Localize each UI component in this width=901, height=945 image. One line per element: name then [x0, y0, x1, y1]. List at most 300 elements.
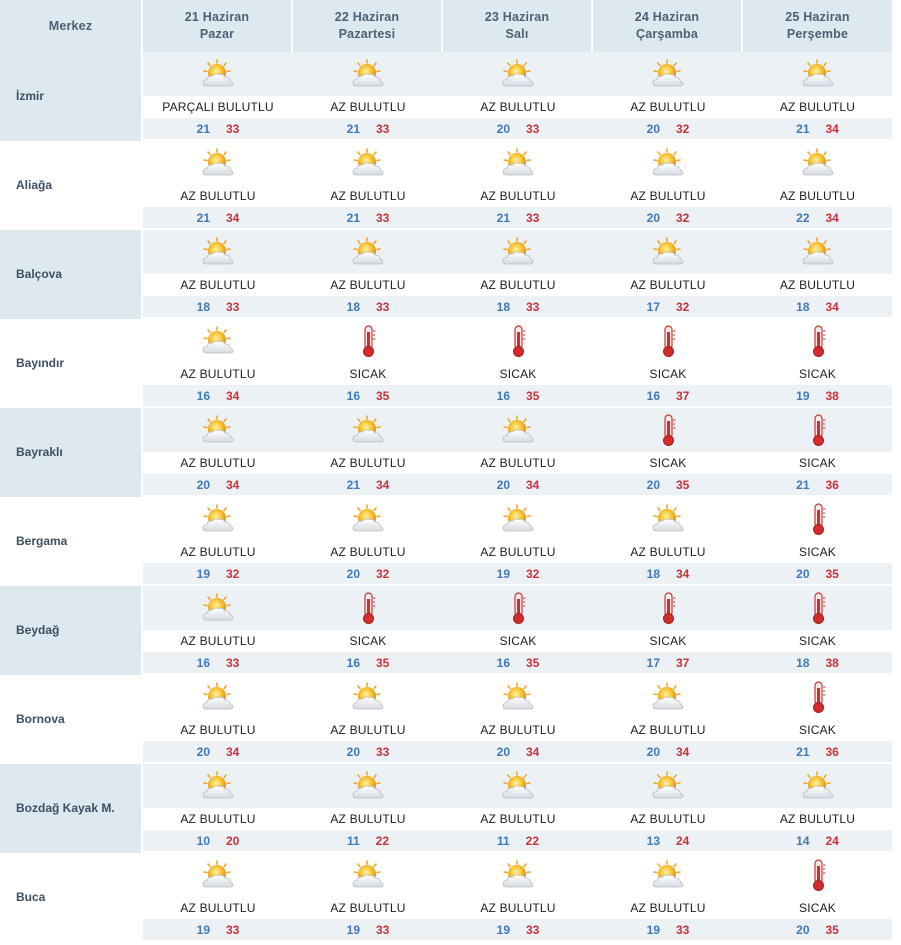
- partly-cloudy-icon: [743, 141, 892, 185]
- max-temp: 34: [226, 744, 240, 759]
- city-name[interactable]: Balçova: [0, 230, 141, 319]
- partly-cloudy-icon: [593, 675, 743, 719]
- condition-text: AZ BULUTLU: [593, 185, 743, 207]
- condition-text: AZ BULUTLU: [443, 96, 593, 118]
- forecast-cell: [593, 408, 743, 497]
- partly-cloudy-icon: [143, 586, 293, 630]
- condition-text: AZ BULUTLU: [143, 363, 293, 385]
- temperature-range: [743, 118, 892, 139]
- min-temp: 21: [796, 477, 810, 492]
- forecast-cell: [743, 319, 892, 408]
- max-temp: 32: [526, 566, 540, 581]
- temperature-range: [443, 830, 593, 851]
- max-temp: 33: [226, 655, 240, 670]
- partly-cloudy-icon: [143, 230, 293, 274]
- partly-cloudy-icon: [743, 52, 892, 96]
- temperature-range: [293, 296, 443, 317]
- forecast-cell: [593, 52, 743, 141]
- day-date: 22 Haziran: [334, 10, 400, 24]
- condition-text: PARÇALI BULUTLU: [143, 96, 293, 118]
- condition-text: AZ BULUTLU: [443, 541, 593, 563]
- condition-text: AZ BULUTLU: [593, 96, 743, 118]
- min-temp: 13: [646, 833, 660, 848]
- condition-text: AZ BULUTLU: [143, 630, 293, 652]
- condition-text: AZ BULUTLU: [143, 719, 293, 741]
- max-temp: 33: [226, 299, 240, 314]
- min-temp: 20: [796, 922, 810, 937]
- thermometer-icon: [443, 586, 593, 630]
- city-rows: [0, 52, 901, 942]
- condition-text: AZ BULUTLU: [743, 185, 892, 207]
- partly-cloudy-icon: [293, 853, 443, 897]
- thermometer-icon: [743, 675, 892, 719]
- condition-text: SICAK: [593, 363, 743, 385]
- temperature-range: [443, 296, 593, 317]
- max-temp: 33: [526, 922, 540, 937]
- forecast-cell: [143, 586, 293, 675]
- condition-text: AZ BULUTLU: [443, 719, 593, 741]
- temperature-range: [593, 563, 743, 584]
- temperature-range: [143, 207, 293, 228]
- temperature-range: [293, 830, 443, 851]
- min-temp: 16: [196, 388, 210, 403]
- condition-text: SICAK: [743, 897, 892, 919]
- temperature-range: [443, 919, 593, 940]
- temperature-range: [593, 207, 743, 228]
- partly-cloudy-icon: [443, 853, 593, 897]
- condition-text: AZ BULUTLU: [293, 452, 443, 474]
- city-name[interactable]: Bayındır: [0, 319, 141, 408]
- thermometer-icon: [593, 319, 743, 363]
- temperature-range: [593, 296, 743, 317]
- max-temp: 32: [376, 566, 390, 581]
- max-temp: 24: [676, 833, 690, 848]
- min-temp: 16: [346, 655, 360, 670]
- condition-text: AZ BULUTLU: [143, 541, 293, 563]
- forecast-cell: [143, 497, 293, 586]
- max-temp: 34: [825, 210, 839, 225]
- max-temp: 33: [226, 121, 240, 136]
- min-temp: 18: [796, 299, 810, 314]
- max-temp: 32: [226, 566, 240, 581]
- partly-cloudy-icon: [143, 675, 293, 719]
- forecast-cell: [443, 230, 593, 319]
- min-temp: 20: [796, 566, 810, 581]
- partly-cloudy-icon: [293, 52, 443, 96]
- temperature-range: [743, 563, 892, 584]
- min-temp: 20: [196, 744, 210, 759]
- min-temp: 20: [496, 744, 510, 759]
- condition-text: AZ BULUTLU: [143, 274, 293, 296]
- max-temp: 34: [226, 388, 240, 403]
- max-temp: 33: [526, 210, 540, 225]
- partly-cloudy-icon: [593, 497, 743, 541]
- thermometer-icon: [743, 319, 892, 363]
- day-date: 25 Haziran: [785, 10, 850, 24]
- day-date: 24 Haziran: [634, 10, 700, 24]
- min-temp: 21: [346, 121, 360, 136]
- forecast-cell: [293, 853, 443, 942]
- partly-cloudy-icon: [443, 675, 593, 719]
- thermometer-icon: [293, 586, 443, 630]
- condition-text: SICAK: [743, 719, 892, 741]
- condition-text: AZ BULUTLU: [593, 808, 743, 830]
- partly-cloudy-icon: [143, 319, 293, 363]
- temperature-range: [143, 563, 293, 584]
- min-temp: 20: [496, 121, 510, 136]
- partly-cloudy-icon: [293, 497, 443, 541]
- max-temp: 35: [376, 388, 390, 403]
- forecast-cell: [293, 230, 443, 319]
- condition-text: AZ BULUTLU: [743, 808, 892, 830]
- forecast-cell: [293, 764, 443, 853]
- condition-text: SICAK: [443, 630, 593, 652]
- table-row: [0, 230, 901, 319]
- day-column-header: [593, 0, 743, 52]
- forecast-cell: [293, 497, 443, 586]
- forecast-cell: [443, 141, 593, 230]
- min-temp: 17: [646, 299, 660, 314]
- forecast-cell: [293, 586, 443, 675]
- forecast-cell: [443, 52, 593, 141]
- min-temp: 19: [646, 922, 660, 937]
- condition-text: AZ BULUTLU: [443, 274, 593, 296]
- day-weekday: Pazartesi: [338, 27, 396, 41]
- thermometer-icon: [743, 497, 892, 541]
- forecast-cell: [143, 764, 293, 853]
- temperature-range: [143, 118, 293, 139]
- temperature-range: [593, 652, 743, 673]
- condition-text: AZ BULUTLU: [593, 897, 743, 919]
- partly-cloudy-icon: [743, 230, 892, 274]
- min-temp: 19: [196, 566, 210, 581]
- min-temp: 21: [196, 121, 210, 136]
- condition-text: AZ BULUTLU: [593, 719, 743, 741]
- max-temp: 32: [676, 210, 690, 225]
- temperature-range: [293, 385, 443, 406]
- forecast-cell: [593, 586, 743, 675]
- max-temp: 36: [825, 744, 839, 759]
- min-temp: 21: [346, 477, 360, 492]
- temperature-range: [143, 830, 293, 851]
- temperature-range: [143, 296, 293, 317]
- day-column-header: [743, 0, 892, 52]
- table-row: [0, 497, 901, 586]
- temperature-range: [593, 474, 743, 495]
- forecast-cell: [443, 675, 593, 764]
- min-temp: 20: [646, 210, 660, 225]
- forecast-cell: [143, 319, 293, 408]
- max-temp: 34: [825, 299, 839, 314]
- forecast-cell: [593, 764, 743, 853]
- temperature-range: [293, 118, 443, 139]
- forecast-cell: [743, 853, 892, 942]
- partly-cloudy-icon: [593, 52, 743, 96]
- forecast-cell: [293, 319, 443, 408]
- temperature-range: [743, 652, 892, 673]
- min-temp: 18: [796, 655, 810, 670]
- min-temp: 18: [196, 299, 210, 314]
- forecast-cell: [743, 764, 892, 853]
- min-temp: 14: [796, 833, 810, 848]
- forecast-cell: [743, 141, 892, 230]
- forecast-cell: [143, 230, 293, 319]
- condition-text: AZ BULUTLU: [293, 808, 443, 830]
- max-temp: 33: [226, 922, 240, 937]
- min-temp: 19: [346, 922, 360, 937]
- temperature-range: [743, 385, 892, 406]
- temperature-range: [743, 919, 892, 940]
- max-temp: 38: [825, 655, 839, 670]
- temperature-range: [143, 652, 293, 673]
- thermometer-icon: [443, 319, 593, 363]
- partly-cloudy-icon: [443, 52, 593, 96]
- max-temp: 34: [676, 566, 690, 581]
- table-row: [0, 586, 901, 675]
- forecast-cell: [293, 408, 443, 497]
- temperature-range: [593, 118, 743, 139]
- header-row: [0, 0, 901, 52]
- min-temp: 21: [346, 210, 360, 225]
- max-temp: 36: [825, 477, 839, 492]
- forecast-cell: [293, 141, 443, 230]
- temperature-range: [143, 741, 293, 762]
- forecast-cell: [293, 675, 443, 764]
- condition-text: AZ BULUTLU: [743, 274, 892, 296]
- condition-text: AZ BULUTLU: [143, 808, 293, 830]
- partly-cloudy-icon: [443, 230, 593, 274]
- condition-text: AZ BULUTLU: [293, 185, 443, 207]
- max-temp: 32: [676, 299, 690, 314]
- thermometer-icon: [593, 586, 743, 630]
- max-temp: 33: [376, 744, 390, 759]
- condition-text: AZ BULUTLU: [593, 541, 743, 563]
- table-row: [0, 764, 901, 853]
- partly-cloudy-icon: [293, 141, 443, 185]
- forecast-cell: [743, 586, 892, 675]
- forecast-cell: [593, 675, 743, 764]
- table-row: [0, 52, 901, 141]
- max-temp: 33: [376, 299, 390, 314]
- day-date: 23 Haziran: [484, 10, 550, 24]
- forecast-cell: [593, 319, 743, 408]
- day-weekday: Pazar: [199, 27, 235, 41]
- forecast-cell: [143, 853, 293, 942]
- max-temp: 34: [226, 477, 240, 492]
- max-temp: 35: [526, 655, 540, 670]
- partly-cloudy-icon: [293, 675, 443, 719]
- temperature-range: [443, 118, 593, 139]
- city-name[interactable]: Bergama: [0, 497, 141, 586]
- forecast-cell: [743, 52, 892, 141]
- partly-cloudy-icon: [593, 230, 743, 274]
- min-temp: 21: [796, 744, 810, 759]
- temperature-range: [143, 919, 293, 940]
- partly-cloudy-icon: [293, 230, 443, 274]
- max-temp: 35: [376, 655, 390, 670]
- temperature-range: [293, 474, 443, 495]
- table-row: [0, 853, 901, 942]
- max-temp: 32: [676, 121, 690, 136]
- max-temp: 35: [825, 566, 839, 581]
- condition-text: SICAK: [593, 630, 743, 652]
- partly-cloudy-icon: [443, 497, 593, 541]
- temperature-range: [443, 474, 593, 495]
- condition-text: SICAK: [743, 541, 892, 563]
- partly-cloudy-icon: [443, 764, 593, 808]
- partly-cloudy-icon: [143, 853, 293, 897]
- condition-text: AZ BULUTLU: [593, 274, 743, 296]
- city-name[interactable]: Bozdağ Kayak M.: [0, 764, 141, 853]
- max-temp: 38: [825, 388, 839, 403]
- city-name[interactable]: Aliağa: [0, 141, 141, 230]
- condition-text: AZ BULUTLU: [443, 452, 593, 474]
- min-temp: 20: [346, 744, 360, 759]
- min-temp: 19: [796, 388, 810, 403]
- temperature-range: [443, 207, 593, 228]
- forecast-cell: [143, 675, 293, 764]
- thermometer-icon: [593, 408, 743, 452]
- condition-text: AZ BULUTLU: [293, 719, 443, 741]
- condition-text: SICAK: [293, 630, 443, 652]
- condition-text: AZ BULUTLU: [743, 96, 892, 118]
- condition-text: AZ BULUTLU: [443, 185, 593, 207]
- city-name[interactable]: Buca: [0, 853, 141, 942]
- city-name[interactable]: Bayraklı: [0, 408, 141, 497]
- condition-text: SICAK: [293, 363, 443, 385]
- min-temp: 20: [346, 566, 360, 581]
- city-name[interactable]: Bornova: [0, 675, 141, 764]
- condition-text: SICAK: [743, 452, 892, 474]
- forecast-cell: [143, 52, 293, 141]
- temperature-range: [443, 385, 593, 406]
- min-temp: 19: [196, 922, 210, 937]
- min-temp: 20: [496, 477, 510, 492]
- condition-text: AZ BULUTLU: [443, 808, 593, 830]
- max-temp: 35: [825, 922, 839, 937]
- min-temp: 20: [646, 121, 660, 136]
- thermometer-icon: [743, 408, 892, 452]
- temperature-range: [293, 563, 443, 584]
- min-temp: 22: [796, 210, 810, 225]
- min-temp: 16: [196, 655, 210, 670]
- min-temp: 18: [496, 299, 510, 314]
- max-temp: 33: [376, 121, 390, 136]
- max-temp: 34: [825, 121, 839, 136]
- forecast-cell: [443, 586, 593, 675]
- temperature-range: [443, 652, 593, 673]
- max-temp: 20: [226, 833, 240, 848]
- city-name[interactable]: Beydağ: [0, 586, 141, 675]
- location-column-header: [0, 0, 143, 52]
- day-column-header: [443, 0, 593, 52]
- min-temp: 21: [196, 210, 210, 225]
- forecast-cell: [743, 497, 892, 586]
- min-temp: 21: [796, 121, 810, 136]
- table-row: [0, 319, 901, 408]
- temperature-range: [143, 474, 293, 495]
- condition-text: AZ BULUTLU: [143, 185, 293, 207]
- max-temp: 34: [676, 744, 690, 759]
- temperature-range: [743, 474, 892, 495]
- thermometer-icon: [293, 319, 443, 363]
- partly-cloudy-icon: [143, 497, 293, 541]
- partly-cloudy-icon: [143, 52, 293, 96]
- temperature-range: [593, 919, 743, 940]
- max-temp: 33: [376, 922, 390, 937]
- max-temp: 33: [676, 922, 690, 937]
- max-temp: 33: [376, 210, 390, 225]
- condition-text: SICAK: [743, 363, 892, 385]
- temperature-range: [443, 741, 593, 762]
- temperature-range: [443, 563, 593, 584]
- min-temp: 10: [196, 833, 210, 848]
- partly-cloudy-icon: [593, 764, 743, 808]
- partly-cloudy-icon: [143, 408, 293, 452]
- partly-cloudy-icon: [593, 141, 743, 185]
- max-temp: 37: [676, 388, 690, 403]
- min-temp: 16: [496, 655, 510, 670]
- min-temp: 16: [496, 388, 510, 403]
- temperature-range: [293, 919, 443, 940]
- condition-text: AZ BULUTLU: [293, 274, 443, 296]
- partly-cloudy-icon: [293, 764, 443, 808]
- day-weekday: Perşembe: [786, 27, 849, 41]
- condition-text: AZ BULUTLU: [143, 897, 293, 919]
- temperature-range: [293, 741, 443, 762]
- min-temp: 20: [646, 477, 660, 492]
- temperature-range: [593, 385, 743, 406]
- partly-cloudy-icon: [593, 853, 743, 897]
- max-temp: 35: [526, 388, 540, 403]
- forecast-cell: [143, 408, 293, 497]
- min-temp: 20: [646, 744, 660, 759]
- temperature-range: [743, 741, 892, 762]
- max-temp: 24: [825, 833, 839, 848]
- condition-text: AZ BULUTLU: [293, 897, 443, 919]
- min-temp: 18: [646, 566, 660, 581]
- condition-text: AZ BULUTLU: [143, 452, 293, 474]
- forecast-cell: [143, 141, 293, 230]
- partly-cloudy-icon: [143, 764, 293, 808]
- min-temp: 19: [496, 566, 510, 581]
- forecast-cell: [593, 497, 743, 586]
- day-date: 21 Haziran: [184, 10, 250, 24]
- max-temp: 34: [376, 477, 390, 492]
- thermometer-icon: [743, 586, 892, 630]
- max-temp: 22: [375, 833, 390, 848]
- day-column-header: [143, 0, 293, 52]
- min-temp: 16: [346, 388, 360, 403]
- max-temp: 34: [526, 477, 540, 492]
- max-temp: 34: [226, 210, 240, 225]
- min-temp: 19: [496, 922, 510, 937]
- max-temp: 33: [526, 121, 540, 136]
- max-temp: 22: [525, 833, 540, 848]
- city-name[interactable]: İzmir: [0, 52, 141, 141]
- table-row: [0, 675, 901, 764]
- temperature-range: [143, 385, 293, 406]
- day-column-header: [293, 0, 443, 52]
- forecast-cell: [443, 319, 593, 408]
- forecast-cell: [593, 230, 743, 319]
- temperature-range: [593, 830, 743, 851]
- forecast-cell: [443, 497, 593, 586]
- temperature-range: [293, 652, 443, 673]
- condition-text: AZ BULUTLU: [293, 541, 443, 563]
- forecast-cell: [443, 408, 593, 497]
- max-temp: 33: [526, 299, 540, 314]
